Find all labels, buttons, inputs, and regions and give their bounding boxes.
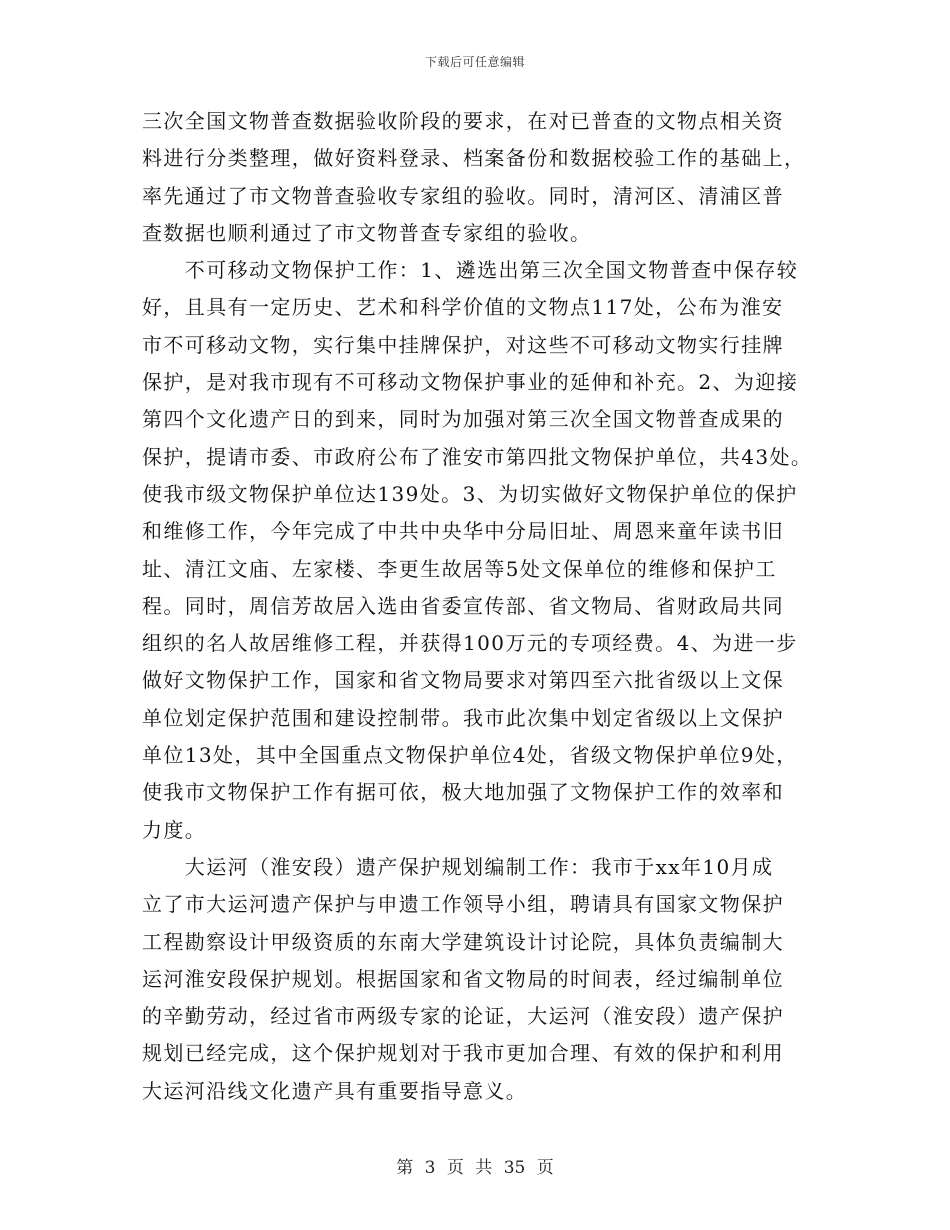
text-line: 不可移动文物保护工作：1、遴选出第三次全国文物普查中保存较 bbox=[142, 258, 799, 283]
text-line: 址、清江文庙、左家楼、李更生故居等5处文保单位的维修和保护工 bbox=[142, 556, 777, 581]
text-line: 大运河沿线文化遗产具有重要指导意义。 bbox=[142, 1078, 528, 1103]
text-line: 料进行分类整理，做好资料登录、档案备份和数据校验工作的基础上， bbox=[142, 146, 806, 171]
text-line: 保护，是对我市现有不可移动文物保护事业的延伸和补充。2、为迎接 bbox=[142, 370, 799, 395]
text-line: 查数据也顺利通过了市文物普查专家组的验收。 bbox=[142, 220, 592, 245]
text-line: 使我市文物保护工作有据可依，极大地加强了文物保护工作的效率和 bbox=[142, 780, 784, 805]
text-line: 和维修工作，今年完成了中共中央华中分局旧址、周恩来童年读书旧 bbox=[142, 519, 784, 544]
text-line: 三次全国文物普查数据验收阶段的要求，在对已普查的文物点相关资 bbox=[142, 109, 784, 133]
text-line: 立了市大运河遗产保护与申遗工作领导小组，聘请具有国家文物保护 bbox=[142, 892, 784, 917]
text-line: 保护，提请市委、市政府公布了淮安市第四批文物保护单位，共43处。 bbox=[142, 444, 813, 469]
text-line: 程。同时，周信芳故居入选由省委宣传部、省文物局、省财政局共同 bbox=[142, 593, 784, 618]
text-line: 市不可移动文物，实行集中挂牌保护，对这些不可移动文物实行挂牌 bbox=[142, 332, 784, 357]
text-line: 的辛勤劳动，经过省市两级专家的论证，大运河（淮安段）遗产保护 bbox=[142, 1004, 784, 1029]
page-header: 下载后可任意编辑 bbox=[424, 55, 525, 69]
text-line: 单位划定保护范围和建设控制带。我市此次集中划定省级以上文保护 bbox=[142, 705, 784, 730]
text-line: 使我市级文物保护单位达139处。3、为切实做好文物保护单位的保护 bbox=[142, 481, 798, 506]
text-line: 好，且具有一定历史、艺术和科学价值的文物点117处，公布为淮安 bbox=[142, 295, 784, 320]
page-number: 第 3 页 共 35 页 bbox=[396, 1158, 554, 1178]
text-line: 做好文物保护工作，国家和省文物局要求对第四至六批省级以上文保 bbox=[142, 668, 784, 693]
text-line: 规划已经完成，这个保护规划对于我市更加合理、有效的保护和利用 bbox=[142, 1041, 784, 1066]
text-line: 第四个文化遗产日的到来，同时为加强对第三次全国文物普查成果的 bbox=[142, 407, 784, 432]
text-line: 运河淮安段保护规划。根据国家和省文物局的时间表，经过编制单位 bbox=[142, 966, 784, 991]
text-line: 组织的名人故居维修工程，并获得100万元的专项经费。4、为进一步 bbox=[142, 631, 798, 656]
document-body bbox=[142, 103, 822, 1110]
text-line: 率先通过了市文物普查验收专家组的验收。同时，清河区、清浦区普 bbox=[142, 183, 784, 208]
text-line: 大运河（淮安段）遗产保护规划编制工作：我市于xx年10月成 bbox=[142, 854, 774, 879]
text-line: 工程勘察设计甲级资质的东南大学建筑设计讨论院，具体负责编制大 bbox=[142, 929, 784, 954]
text-line: 单位13处，其中全国重点文物保护单位4处，省级文物保护单位9处， bbox=[142, 743, 798, 768]
text-line: 力度。 bbox=[142, 817, 207, 842]
